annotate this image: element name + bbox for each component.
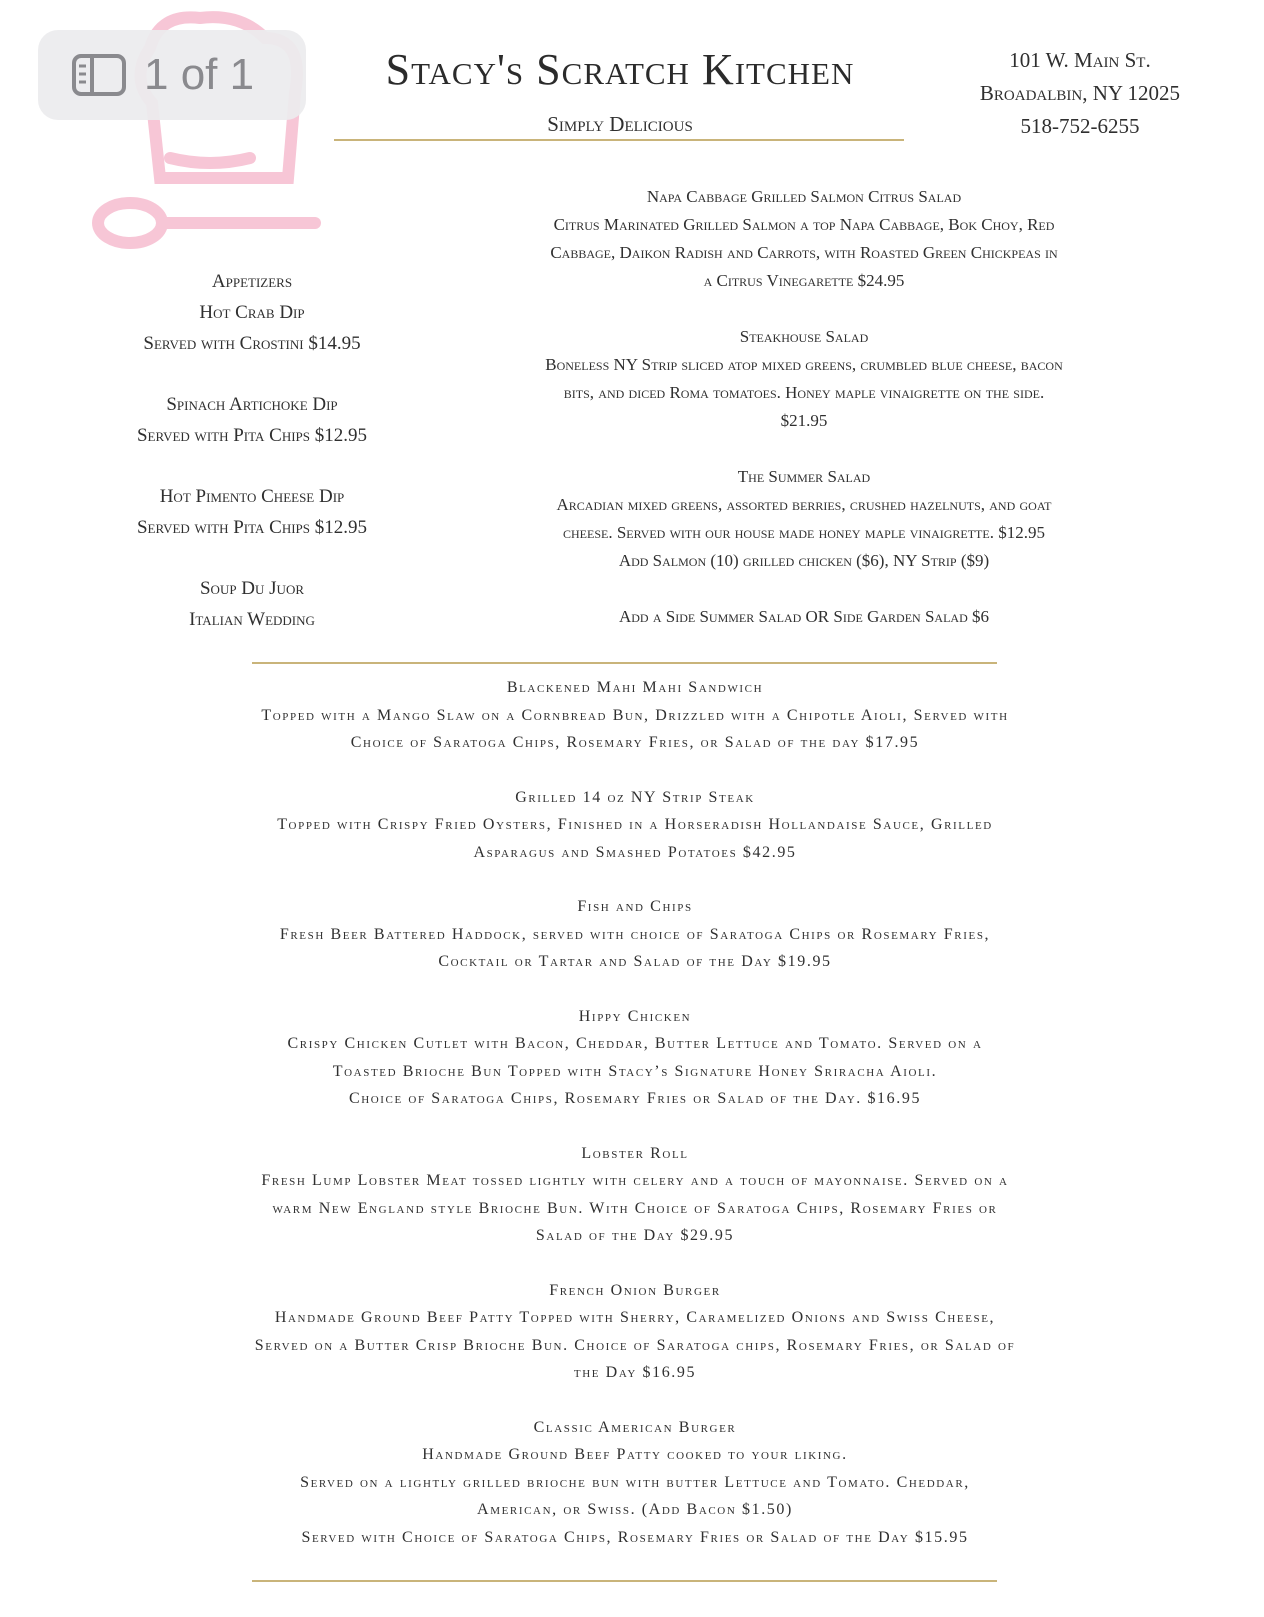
address-line-1: 101 W. Main St. [1009, 48, 1151, 72]
menu-item-line: Cabbage, Daikon Radish and Carrots, with Roasted Green Chickpeas in [550, 243, 1058, 262]
address-block [940, 44, 1220, 143]
menu-item-line: Asparagus and Smashed Potatoes $42.95 [473, 843, 797, 861]
menu-item-name: Spinach Artichoke Dip [166, 394, 338, 415]
menu-item-line: warm New England style Brioche Bun. With Choice of Saratoga Chips, Rosemary Fries or [272, 1199, 998, 1217]
menu-item-line: a Citrus Vinegarette $24.95 [703, 271, 905, 290]
menu-item-name: Blackened Mahi Mahi Sandwich [506, 679, 764, 696]
menu-item-line: Fresh Beer Battered Haddock, served with choice of Saratoga Chips or Rosemary Fries, [279, 925, 991, 943]
menu-item-line: Served with Choice of Saratoga Chips, Rosemary Fries or Salad of the Day $15.95 [301, 1528, 969, 1546]
menu-item-name: Classic American Burger [533, 1418, 737, 1436]
menu-item-line: American, or Swiss. (Add Bacon $1.50) [477, 1501, 793, 1518]
menu-item-line: Salad of the Day $29.95 [535, 1227, 735, 1244]
menu-item-name: Grilled 14 oz NY Strip Steak [515, 788, 755, 806]
menu-item-line: Choice of Saratoga Chips, Rosemary Fries, or Salad of the day $17.95 [350, 734, 920, 751]
menu-item-line: Topped with Crispy Fried Oysters, Finished in a Horseradish Hollandaise Sauce, Grilled [277, 816, 993, 833]
menu-item-line: Cocktail or Tartar and Salad of the Day $19.95 [438, 953, 832, 970]
menu-item-detail: Served with Pita Chips $12.95 [136, 517, 368, 538]
salads-divider [252, 662, 997, 664]
appetizers-section [92, 266, 412, 635]
side-salad-note: Add a Side Summer Salad OR Side Garden Salad $6 [618, 607, 989, 626]
page-counter-label: 1 of 1 [144, 50, 255, 99]
menu-item-line: Served on a lightly grilled brioche bun with butter Lettuce and Tomato. Cheddar, [300, 1473, 970, 1491]
menu-item-line: Choice of Saratoga Chips, Rosemary Fries or Salad of the Day. $16.95 [348, 1090, 922, 1107]
section-heading: Appetizers [211, 271, 293, 292]
menu-item-line: bits, and diced Roma tomatoes. Honey maple vinaigrette on the side. [563, 383, 1045, 402]
menu-item-line: Crispy Chicken Cutlet with Bacon, Cheddar, Butter Lettuce and Tomato. Served on a [287, 1035, 983, 1052]
menu-item-line: cheese. Served with our house made honey maple vinaigrette. $12.95 [563, 523, 1045, 542]
menu-item-name: Lobster Roll [581, 1144, 689, 1162]
menu-item-line: Fresh Lump Lobster Meat tossed lightly with celery and a touch of mayonnaise. Served on a [261, 1172, 1009, 1189]
header-divider [334, 139, 904, 141]
page-counter[interactable] [38, 30, 306, 120]
menu-item-line: Served on a Butter Crisp Brioche Bun. Choice of Saratoga chips, Rosemary Fries, or Salad of [254, 1336, 1016, 1354]
menu-item-line: Boneless NY Strip sliced atop mixed greens, crumbled blue cheese, bacon [545, 355, 1063, 374]
phone-number: 518-752-6255 [1020, 114, 1140, 138]
menu-item-name: Steakhouse Salad [739, 327, 869, 346]
mains-section [110, 674, 1160, 1551]
salads-section [454, 183, 1154, 631]
restaurant-title: Stacy's Scratch Kitchen [385, 45, 855, 94]
menu-item-line: Arcadian mixed greens, assorted berries, crushed hazelnuts, and goat [556, 495, 1052, 514]
menu-item-detail: Served with Pita Chips $12.95 [136, 425, 368, 446]
menu-item-line: Handmade Ground Beef Patty Topped with Sherry, Caramelized Onions and Swiss Cheese, [274, 1309, 996, 1326]
address-line-2: Broadalbin, NY 12025 [979, 81, 1181, 105]
menu-item-name: The Summer Salad [737, 467, 871, 486]
menu-item-name: Soup Du Juor [199, 578, 305, 599]
menu-item-line: the Day $16.95 [573, 1364, 697, 1381]
menu-item-detail: Served with Crostini $14.95 [143, 333, 361, 354]
menu-item-name: Hippy Chicken [578, 1007, 692, 1025]
menu-item-name: Fish and Chips [577, 898, 693, 915]
menu-item-line: Topped with a Mango Slaw on a Cornbread Bun, Drizzled with a Chipotle Aioli, Served with [261, 706, 1009, 724]
footer-divider [252, 1580, 997, 1582]
menu-item-line: Citrus Marinated Grilled Salmon a top Napa Cabbage, Bok Choy, Red [553, 215, 1055, 234]
menu-item-line: Handmade Ground Beef Patty cooked to your liking. [422, 1446, 848, 1463]
menu-item-detail: Italian Wedding [189, 609, 315, 630]
menu-item-name: French Onion Burger [549, 1281, 721, 1299]
menu-item-name: Napa Cabbage Grilled Salmon Citrus Salad [646, 187, 962, 206]
menu-item-line: Add Salmon (10) grilled chicken ($6), NY Strip ($9) [618, 551, 990, 570]
menu-item-name: Hot Pimento Cheese Dip [159, 486, 345, 507]
menu-item-name: Hot Crab Dip [199, 302, 305, 323]
sidebar-toggle-icon[interactable] [72, 54, 126, 96]
tagline: Simply Delicious [547, 112, 693, 136]
menu-item-line: $21.95 [780, 411, 828, 430]
menu-item-line: Toasted Brioche Bun Topped with Stacy’s Signature Honey Sriracha Aioli. [332, 1062, 938, 1080]
